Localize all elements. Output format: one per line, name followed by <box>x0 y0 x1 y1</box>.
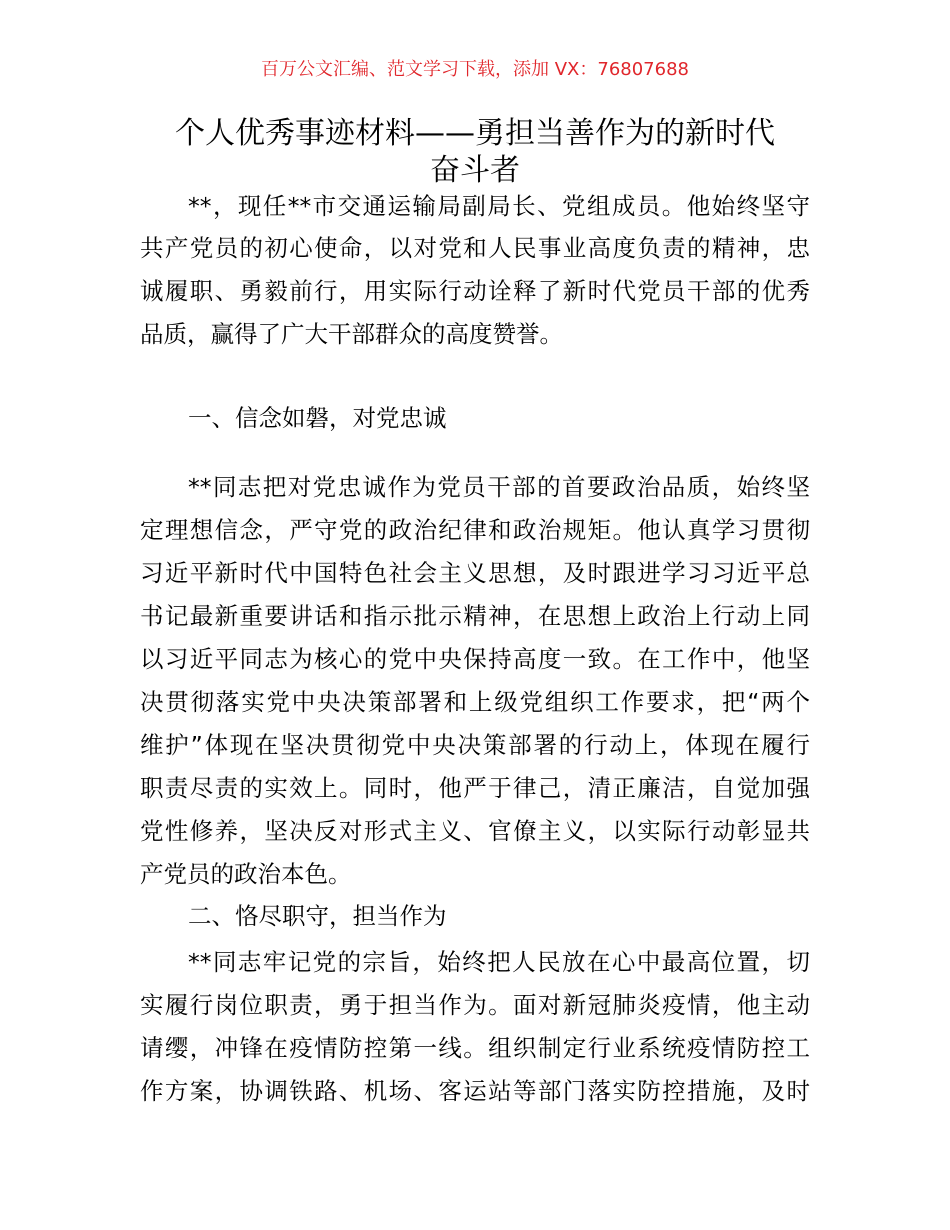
section-1-paragraph-line: 党性修养，坚决反对形式主义、官僚主义，以实际行动彰显共 <box>140 817 810 845</box>
intro-paragraph-line: 诚履职、勇毅前行，用实际行动诠释了新时代党员干部的优秀 <box>140 277 810 305</box>
section-1-paragraph-line: 定理想信念，严守党的政治纪律和政治规矩。他认真学习贯彻 <box>140 516 810 544</box>
section-1-paragraph-line: 书记最新重要讲话和指示批示精神，在思想上政治上行动上同 <box>140 602 810 630</box>
section-2-paragraph-line: **同志牢记党的宗旨，始终把人民放在心中最高位置，切 <box>188 948 810 976</box>
section-1-paragraph-line: 产党员的政治本色。 <box>140 860 352 888</box>
section-1-paragraph-line: 决贯彻落实党中央决策部署和上级党组织工作要求，把“两个 <box>140 688 810 716</box>
intro-paragraph-line: 共产党员的初心使命，以对党和人民事业高度负责的精神，忠 <box>140 234 810 262</box>
section-1-paragraph-line: 维护”体现在坚决贯彻党中央决策部署的行动上，体现在履行 <box>140 731 810 759</box>
document-title-line-2: 奋斗者 <box>430 153 520 188</box>
section-2-paragraph-line: 实履行岗位职责，勇于担当作为。面对新冠肺炎疫情，他主动 <box>140 991 810 1019</box>
section-2-paragraph-line: 作方案，协调铁路、机场、客运站等部门落实防控措施，及时 <box>140 1077 810 1105</box>
section-1-paragraph-line: 以习近平同志为核心的党中央保持高度一致。在工作中，他坚 <box>140 645 810 673</box>
section-1-paragraph-line: 习近平新时代中国特色社会主义思想，及时跟进学习习近平总 <box>140 559 810 587</box>
section-heading-2-line: 二、恪尽职守，担当作为 <box>188 902 447 930</box>
section-2-paragraph-line: 请缨，冲锋在疫情防控第一线。组织制定行业系统疫情防控工 <box>140 1034 810 1062</box>
section-1-paragraph-line: **同志把对党忠诚作为党员干部的首要政治品质，始终坚 <box>188 473 810 501</box>
intro-paragraph-line: 品质，赢得了广大干部群众的高度赞誉。 <box>140 320 563 348</box>
section-heading-1-line: 一、信念如磐，对党忠诚 <box>188 404 447 432</box>
watermark-header: 百万公文汇编、范文学习下载，添加 VX：76807688 <box>261 59 689 80</box>
section-1-paragraph-line: 职责尽责的实效上。同时，他严于律己，清正廉洁，自觉加强 <box>140 774 810 802</box>
document-title-line-1: 个人优秀事迹材料——勇担当善作为的新时代 <box>175 116 775 151</box>
intro-paragraph-line: **，现任**市交通运输局副局长、党组成员。他始终坚守 <box>188 192 810 220</box>
